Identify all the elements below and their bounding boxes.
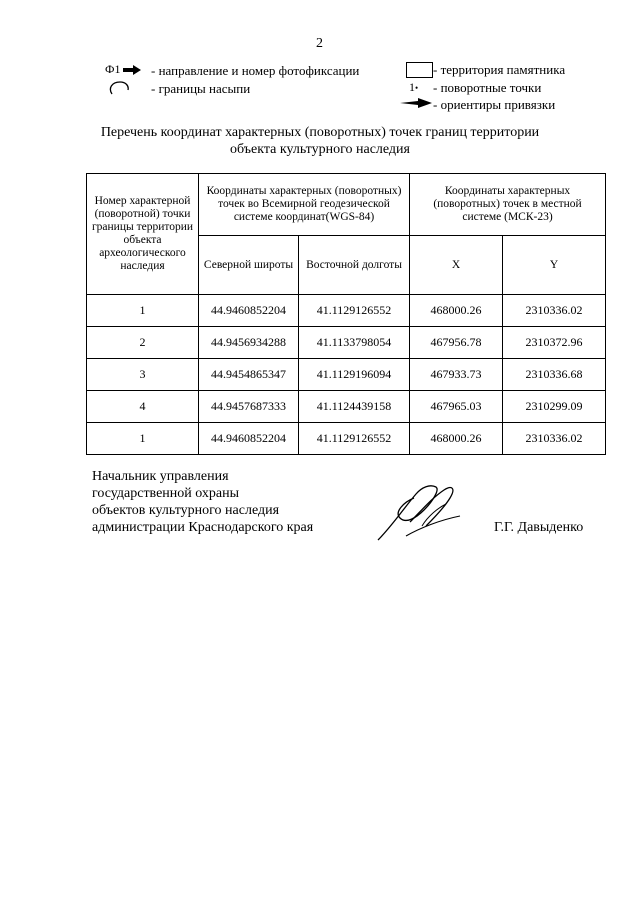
table-row <box>87 327 606 359</box>
signatory-line-4: администрации Краснодарского края <box>92 520 314 535</box>
cell-point-number: 2 <box>87 327 199 359</box>
header-x: X <box>410 236 503 295</box>
title-line-1: Перечень координат характерных (поворотных) точек границ территории <box>100 125 540 140</box>
legend-point-label: - поворотные точки <box>433 80 542 95</box>
photo-symbol-label: Ф1 <box>105 62 121 76</box>
cell-x: 467965.03 <box>410 391 503 423</box>
cell-latitude: 44.9454865347 <box>199 359 299 391</box>
cell-longitude: 41.1124439158 <box>299 391 410 423</box>
cell-longitude: 41.1129126552 <box>299 423 410 455</box>
cell-y: 2310372.96 <box>503 327 606 359</box>
cell-longitude: 41.1129196094 <box>299 359 410 391</box>
cell-point-number: 1 <box>87 423 199 455</box>
signatory-name: Г.Г. Давыденко <box>494 520 584 535</box>
table-row <box>87 391 606 423</box>
cell-point-number: 3 <box>87 359 199 391</box>
header-wgs-group: Координаты характерных (поворотных) точек во Всемирной геодезической системе координат(WGS-84) <box>199 174 410 236</box>
cell-latitude: 44.9460852204 <box>199 423 299 455</box>
signatory-line-3: объектов культурного наследия <box>92 503 280 518</box>
legend-photo-label: - направление и номер фотофиксации <box>151 63 360 78</box>
table-row <box>87 295 606 327</box>
legend-mound-label: - границы насыпи <box>151 81 251 96</box>
cell-longitude: 41.1133798054 <box>299 327 410 359</box>
signatory-line-1: Начальник управления <box>92 469 229 484</box>
cell-point-number: 1 <box>87 295 199 327</box>
cell-y: 2310299.09 <box>503 391 606 423</box>
title-line-2: объекта культурного наследия <box>230 142 410 157</box>
cell-latitude: 44.9460852204 <box>199 295 299 327</box>
document-title <box>80 124 560 158</box>
turning-point-symbol <box>409 80 418 95</box>
point-dot-icon: • <box>415 83 419 93</box>
cell-point-number: 4 <box>87 391 199 423</box>
header-y: Y <box>503 236 606 295</box>
reference-arrow-icon <box>400 97 432 109</box>
header-east: Восточной долготы <box>299 236 410 295</box>
point-symbol-label: 1 <box>409 80 415 94</box>
cell-x: 468000.26 <box>410 423 503 455</box>
cell-x: 467956.78 <box>410 327 503 359</box>
header-north: Северной широты <box>199 236 299 295</box>
table-row <box>87 359 606 391</box>
mound-boundary-icon <box>108 80 130 98</box>
page-number: 2 <box>316 36 323 51</box>
cell-x: 468000.26 <box>410 295 503 327</box>
header-point-number: Номер характерной (поворотной) точки границы территории объекта археологического наследия <box>87 174 199 295</box>
cell-latitude: 44.9456934288 <box>199 327 299 359</box>
photo-direction-arrow-icon <box>123 65 141 75</box>
cell-y: 2310336.02 <box>503 423 606 455</box>
cell-x: 467933.73 <box>410 359 503 391</box>
photo-fixation-symbol <box>105 62 141 77</box>
header-local-group: Координаты характерных (поворотных) точек в местной системе (МСК-23) <box>410 174 606 236</box>
signatory-line-2: государственной охраны <box>92 486 240 501</box>
legend-territory-label: - территория памятника <box>433 62 566 77</box>
signatory-position <box>92 468 313 536</box>
cell-y: 2310336.68 <box>503 359 606 391</box>
cell-latitude: 44.9457687333 <box>199 391 299 423</box>
table-row <box>87 423 606 455</box>
territory-box-icon <box>406 62 433 78</box>
legend-reference-label: - ориентиры привязки <box>433 97 556 112</box>
cell-y: 2310336.02 <box>503 295 606 327</box>
cell-longitude: 41.1129126552 <box>299 295 410 327</box>
handwritten-signature <box>370 478 470 550</box>
coordinates-table <box>86 173 606 455</box>
